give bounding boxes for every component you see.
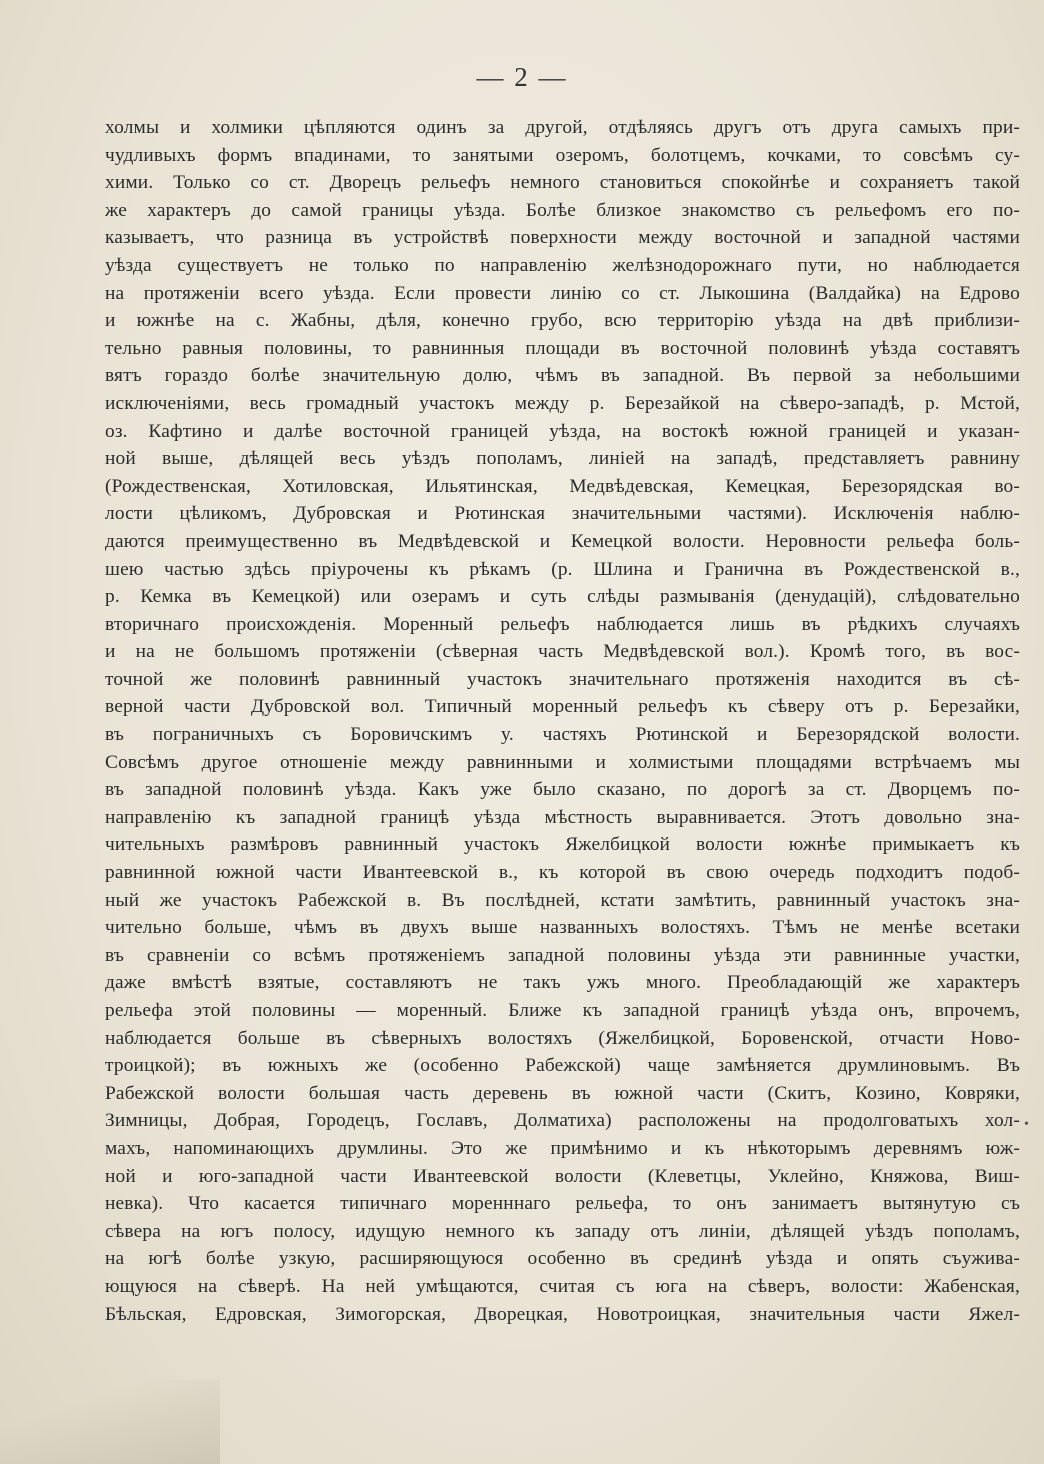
text-line: въ пограничныхъ съ Боровичскимъ у. частяхъ Рютинской и Березорядской волости. <box>105 724 1020 746</box>
text-line: троицкой); въ южныхъ же (особенно Рабежской) чаще замѣняется друмлиновымъ. Въ <box>105 1055 1020 1077</box>
text-line: въ сравненіи со всѣмъ протяженіемъ западной половины уѣзда эти равнинные участки, <box>105 944 1020 966</box>
text-line: даются преимущественно въ Медвѣдевской и Кемецкой волости. Неровности рельефа боль- <box>105 530 1020 552</box>
text-line: ной выше, дѣлящей весь уѣздъ пополамъ, линіей на западѣ, представляетъ равнину <box>105 448 1020 470</box>
text-line: хими. Только со ст. Дворецъ рельефъ немного становиться спокойнѣе и сохраняетъ такой <box>105 172 1020 194</box>
text-line: верной части Дубровской вол. Типичный моренный рельефъ къ сѣверу отъ р. Березайки, <box>105 696 1020 718</box>
text-line: Бѣльская, Едровская, Зимогорская, Дворецкая, Новотроицкая, значительныя части Яжел- <box>105 1303 1020 1325</box>
text-line: и южнѣе на с. Жабны, дѣля, конечно грубо, всю территорію уѣзда на двѣ приблизи- <box>105 310 1020 332</box>
text-line: шею частью здѣсь пріурочены къ рѣкамъ (р. Шлина и Гранична въ Рождественской в., <box>105 558 1020 580</box>
text-line: равнинной южной части Ивантеевской в., къ которой въ свою очередь подходитъ подоб- <box>105 862 1020 884</box>
text-line: казываетъ, что разница въ устройствѣ поверхности между восточной и западной частями <box>105 227 1020 249</box>
text-line: Зимницы, Добрая, Городецъ, Гославъ, Долматиха) расположены на продолговатыхъ хол- <box>105 1110 1020 1132</box>
text-line: тельно равныя половины, то равнинныя площади въ восточной половинѣ уѣзда составятъ <box>105 337 1020 359</box>
text-line: невка). Что касается типичнаго моренннаго рельефа, то онъ занимаетъ вытянутую съ <box>105 1193 1020 1215</box>
text-line: сѣвера на югъ полосу, идущую немного къ западу отъ линіи, дѣлящей уѣздъ пополамъ, <box>105 1220 1020 1242</box>
text-line: исключеніями, весь громадный участокъ между р. Березайкой на сѣверо-западѣ, р. Мстой, <box>105 392 1020 414</box>
text-line: Рабежской волости большая часть деревень въ южной части (Скитъ, Козино, Ковряки, <box>105 1082 1020 1104</box>
text-line: р. Кемка въ Кемецкой) или озерамъ и суть слѣды размыванія (денудацій), слѣдовательно <box>105 586 1020 608</box>
page-stain <box>0 1380 220 1464</box>
text-line: направленію къ западной границѣ уѣзда мѣстность выравнивается. Этотъ довольно зна- <box>105 806 1020 828</box>
text-line: махъ, напоминающихъ друмлины. Это же примѣнимо и къ нѣкоторымъ деревнямъ юж- <box>105 1137 1020 1159</box>
page-number: — 2 — <box>476 62 568 92</box>
text-line: ный же участокъ Рабежской в. Въ послѣдней, кстати замѣтить, равнинный участокъ зна- <box>105 889 1020 911</box>
text-line: рельефа этой половины — моренный. Ближе къ западной границѣ уѣзда онъ, впрочемъ, <box>105 1000 1020 1021</box>
text-line: же характеръ до самой границы уѣзда. Болѣе близкое знакомство съ рельефомъ его по- <box>105 199 1020 221</box>
text-line: даже вмѣстѣ взятые, составляютъ не такъ ужъ много. Преобладающій же характеръ <box>105 972 1020 994</box>
text-line: на протяженіи всего уѣзда. Если провести линію со ст. Лыкошина (Валдайка) на Едрово <box>105 282 1020 304</box>
margin-mark: • <box>1024 1117 1029 1132</box>
text-line: въ западной половинѣ уѣзда. Какъ уже было сказано, по дорогѣ за ст. Дворцемъ по- <box>105 779 1020 801</box>
text-line: точной же половинѣ равнинный участокъ значительнаго протяженія находится въ сѣ- <box>105 668 1020 690</box>
text-line: вторичнаго происхожденія. Моренный рельефъ наблюдается лишь въ рѣдкихъ случаяхъ <box>105 613 1020 635</box>
text-line: (Рождественская, Хотиловская, Ильятинская, Медвѣдевская, Кемецкая, Березорядская во- <box>105 475 1020 497</box>
text-line: чительныхъ размѣровъ равнинный участокъ Яжелбицкой волости южнѣе примыкаетъ къ <box>105 834 1020 856</box>
text-line: ющуюся на сѣверѣ. На ней умѣщаются, считая съ юга на сѣверъ, волости: Жабенская, <box>105 1275 1020 1297</box>
text-line: уѣзда существуетъ не только по направленію желѣзнодорожнаго пути, но наблюдается <box>105 254 1020 276</box>
text-line: оз. Кафтино и далѣе восточной границей уѣзда, на востокѣ южной границей и указан- <box>105 420 1020 442</box>
text-line: наблюдается больше въ сѣверныхъ волостяхъ (Яжелбицкой, Боровенской, отчасти Ново- <box>105 1027 1020 1049</box>
text-line: на югѣ болѣе узкую, расширяющуюся особенно въ срединѣ уѣзда и опять съуживa- <box>105 1248 1020 1270</box>
body-text <box>105 114 1020 1328</box>
text-line: вятъ гораздо болѣе значительную долю, чѣмъ въ западной. Въ первой за небольшими <box>105 365 1020 387</box>
text-line: холмы и холмики цѣпляются одинъ за другой, отдѣляясь другъ отъ друга самыхъ при- <box>105 117 1020 138</box>
text-line: ной и юго-западной части Ивантеевской волости (Клеветцы, Уклейно, Княжова, Виш- <box>105 1165 1020 1187</box>
text-line: и на не большомъ протяженіи (сѣверная часть Медвѣдевской вол.). Кромѣ того, въ вос- <box>105 641 1020 663</box>
text-line: чудливыхъ формъ впадинами, то занятыми озеромъ, болотцемъ, кочками, то совсѣмъ су- <box>105 144 1020 166</box>
text-line: лости цѣликомъ, Дубровская и Рютинская значительными частями). Исключенія наблю- <box>105 503 1020 525</box>
text-line: Совсѣмъ другое отношеніе между равнинными и холмистыми площадями встрѣчаемъ мы <box>105 751 1020 773</box>
text-line: чительно больше, чѣмъ въ двухъ выше названныхъ волостяхъ. Тѣмъ не менѣе всетаки <box>105 917 1020 939</box>
